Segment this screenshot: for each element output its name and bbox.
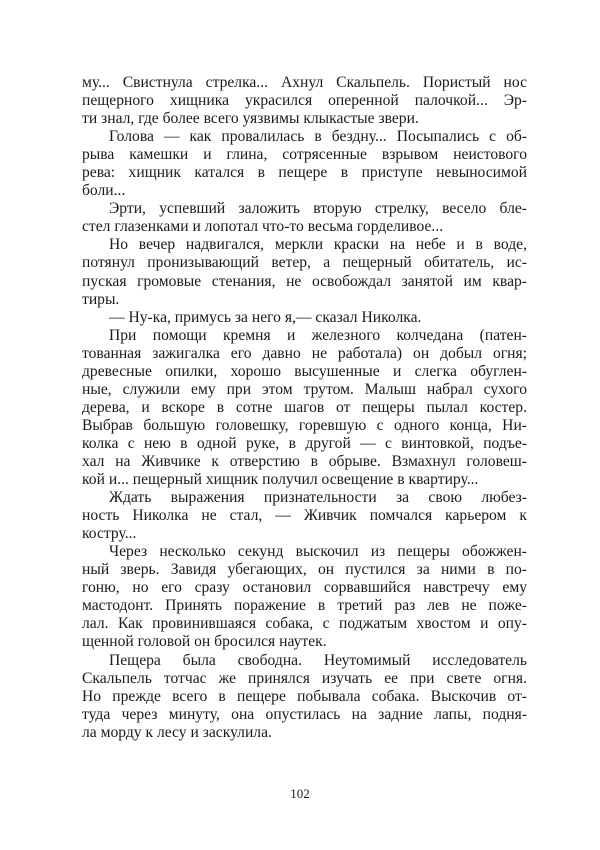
text-line: боли... xyxy=(82,182,126,200)
text-line: стел глазенками и лопотал что-то весьма горделивое... xyxy=(82,218,444,236)
text-line: щенной головой он бросился наутек. xyxy=(82,633,327,651)
text-line: гоню, но его сразу остановил сорвавшийся навстречу ему xyxy=(82,579,527,597)
text-line: му... Свистнула стрелка... Ахнул Скальпель. Пористый нос xyxy=(82,74,527,91)
text-line: Пещера была свободна. Неутомимый исследователь xyxy=(109,651,527,669)
text-line: мастодонт. Принять поражение в третий раз лев не поже- xyxy=(82,597,527,615)
text-line: — Ну-ка, примусь за него я,— сказал Николка. xyxy=(109,308,422,326)
text-line: Через несколько секунд выскочил из пещеры обожжен- xyxy=(109,543,527,561)
text-line: Голова — как провалилась в бездну... Посыпались с об- xyxy=(109,128,527,146)
text-line: ность Николка не стал, — Живчик помчался карьером к xyxy=(82,507,527,525)
text-line: пещерного хищника украсился оперенной палочкой... Эр- xyxy=(82,92,527,110)
text-line: ный зверь. Завидя убегающих, он пустился за ними в по- xyxy=(82,561,527,579)
text-line: При помощи кремня и железного колчедана (патен- xyxy=(109,326,527,344)
text-line: хал на Живчике к отверстию в обрыве. Взмахнул головеш- xyxy=(82,452,527,470)
page-number: 102 xyxy=(290,786,310,801)
text-line: пуская громовые стенания, не освобождал занятой им квар- xyxy=(82,272,527,290)
text-line: кой и... пещерный хищник получил освещение в квартиру... xyxy=(82,471,479,489)
body-text xyxy=(82,74,527,742)
text-line: Ждать выражения признательности за свою любез- xyxy=(109,489,527,507)
text-line: ла морду к лесу и заскулила. xyxy=(82,723,272,741)
text-line: тованная зажигалка его давно не работала) он добыл огня; xyxy=(82,344,527,362)
text-line: древесные опилки, хорошо высушенные и слегка обуглен- xyxy=(82,362,527,380)
text-line: Но вечер надвигался, меркли краски на небе и в воде, xyxy=(109,236,527,254)
text-line: Скальпель тотчас же принялся изучать ее при свете огня. xyxy=(82,669,527,687)
text-line: лал. Как провинившаяся собака, с поджатым хвостом и опу- xyxy=(82,615,527,633)
text-line: тиры. xyxy=(82,290,120,308)
text-line: дерева, и вскоре в сотне шагов от пещеры пылал костер. xyxy=(82,398,527,416)
text-line: рыва камешки и глина, сотрясенные взрывом неистового xyxy=(82,146,527,164)
text-line: Эрти, успевший заложить вторую стрелку, весело бле- xyxy=(109,200,527,218)
text-line: ные, служили ему при этом трутом. Малыш набрал сухого xyxy=(82,380,527,398)
text-line: Но прежде всего в пещере побывала собака. Выскочив от- xyxy=(82,687,527,705)
text-line: рева: хищник катался в пещере в приступе невыносимой xyxy=(82,164,527,182)
text-line: потянул пронизывающий ветер, а пещерный обитатель, ис- xyxy=(82,254,527,272)
text-line: ти знал, где более всего уязвимы клыкастые звери. xyxy=(82,110,419,128)
text-line: Выбрав большую головешку, горевшую с одного конца, Ни- xyxy=(82,416,527,434)
text-line: костру... xyxy=(82,525,137,543)
text-line: колка с нею в одной руке, в другой — с винтовкой, подъе- xyxy=(82,434,527,452)
text-line: туда через минуту, она опустилась на задние лапы, подня- xyxy=(82,705,527,723)
